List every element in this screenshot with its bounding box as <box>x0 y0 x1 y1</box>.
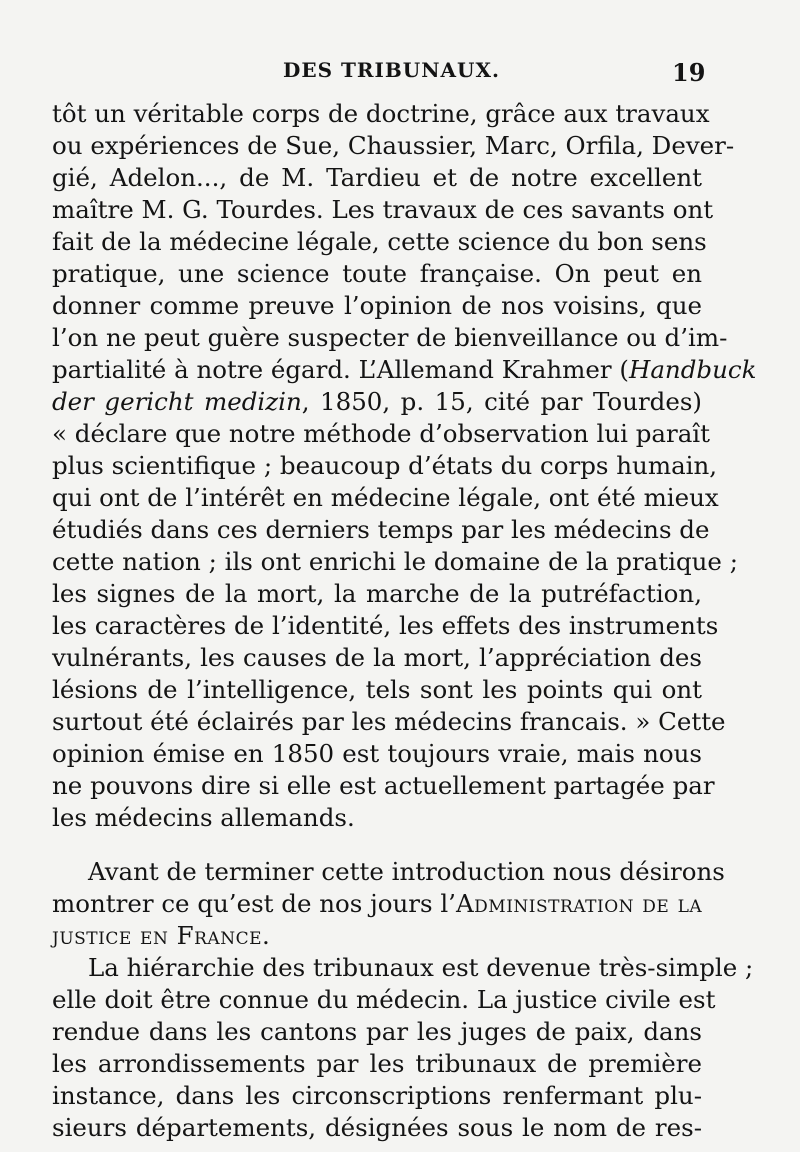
text-line: l’on ne peut guère suspecter de bienveillance ou d’im- <box>52 323 728 352</box>
text-line: instance, dans les circonscriptions renfermant plu- <box>52 1081 702 1110</box>
text-line: les signes de la mort, la marche de la putréfaction, <box>52 579 702 608</box>
text-line: La hiérarchie des tribunaux est devenue très-simple ; <box>88 953 754 982</box>
text-line: elle doit être connue du médecin. La justice civile est <box>52 985 716 1014</box>
text-line: donner comme preuve l’opinion de nos voisins, que <box>52 291 702 320</box>
book-title-italic: der gericht medizin <box>52 387 302 416</box>
text-line: rendue dans les cantons par les juges de paix, dans <box>52 1017 702 1046</box>
text-line: plus scientifique ; beaucoup d’états du corps humain, <box>52 451 718 480</box>
text-line: les caractères de l’identité, les effets des instruments <box>52 611 719 640</box>
text-line: les médecins allemands. <box>52 803 355 832</box>
paragraph-1 <box>52 98 757 834</box>
text-line: ou expériences de Sue, Chaussier, Marc, Orfila, Dever- <box>52 131 735 160</box>
page-number: 19 <box>672 58 706 87</box>
paragraph-gap <box>52 834 702 856</box>
running-title: DES TRIBUNAUX. <box>283 58 500 82</box>
text-span: montrer ce qu’est de nos jours l’ <box>52 889 456 918</box>
small-caps-heading: Administration de la <box>455 889 703 918</box>
book-title-italic: Handbuck <box>628 355 757 384</box>
text-line <box>52 888 702 920</box>
text-line: maître M. G. Tourdes. Les travaux de ces savants ont <box>52 195 714 224</box>
text-line: sieurs départements, désignées sous le nom de res- <box>52 1113 702 1142</box>
text-line: étudiés dans ces derniers temps par les médecins de <box>52 515 710 544</box>
text-line: opinion émise en 1850 est toujours vraie, mais nous <box>52 739 702 768</box>
page-body <box>52 98 757 1144</box>
small-caps-heading: justice en France. <box>52 921 271 950</box>
text-span: , 1850, p. 15, cité par Tourdes) <box>301 387 702 416</box>
text-line: ne pouvons dire si elle est actuellement partagée par <box>52 771 715 800</box>
text-line: les arrondissements par les tribunaux de première <box>52 1049 702 1078</box>
text-line <box>52 386 702 418</box>
text-line <box>52 354 757 386</box>
paragraph-3 <box>52 952 754 1144</box>
text-line: surtout été éclairés par les médecins francais. » Cette <box>52 707 726 736</box>
paragraph-2 <box>52 856 725 952</box>
text-line: fait de la médecine légale, cette science du bon sens <box>52 227 707 256</box>
text-span: partialité à notre égard. L’Allemand Krahmer ( <box>52 355 629 384</box>
text-line: lésions de l’intelligence, tels sont les points qui ont <box>52 675 702 704</box>
text-line: cette nation ; ils ont enrichi le domaine de la pratique ; <box>52 547 738 576</box>
text-line: pratique, une science toute française. On peut en <box>52 259 702 288</box>
text-line: gié, Adelon..., de M. Tardieu et de notre excellent <box>52 163 702 192</box>
text-line: qui ont de l’intérêt en médecine légale, ont été mieux <box>52 483 719 512</box>
page-header <box>0 58 800 90</box>
text-line: Avant de terminer cette introduction nous désirons <box>88 857 725 886</box>
text-line: tôt un véritable corps de doctrine, grâce aux travaux <box>52 99 710 128</box>
text-line: vulnérants, les causes de la mort, l’appréciation des <box>52 643 702 672</box>
text-line: « déclare que notre méthode d’observation lui paraît <box>52 419 710 448</box>
